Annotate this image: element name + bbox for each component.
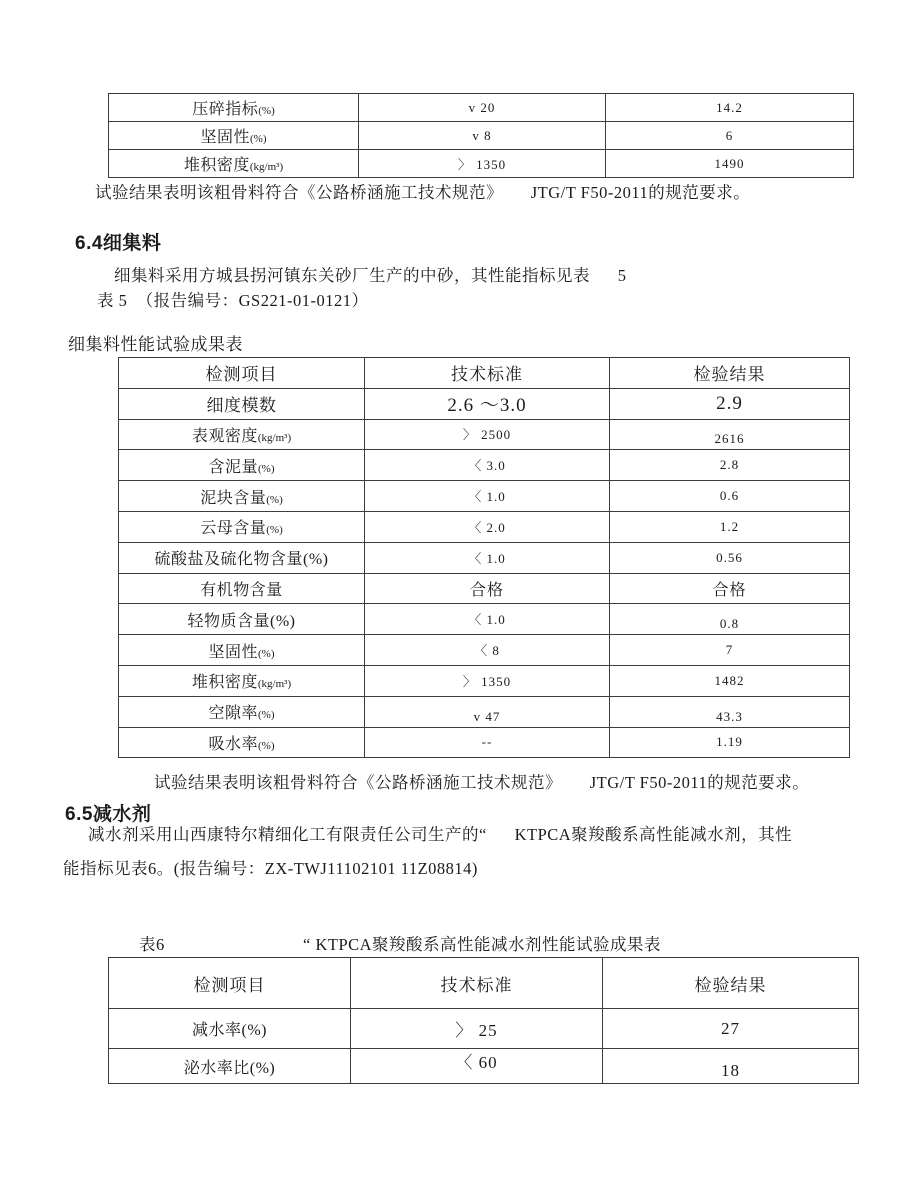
table-header-row xyxy=(119,358,850,389)
table-cell-result: 14.2 xyxy=(606,94,854,122)
table-header-item: 检测项目 xyxy=(109,958,351,1009)
table-cell-result: 0.6 xyxy=(610,481,850,512)
coarse-aggregate-table xyxy=(108,93,854,178)
table-cell-standard: 〈 1.0 xyxy=(365,604,610,635)
table-cell-standard: 〈 2.0 xyxy=(365,511,610,542)
table-cell-result: 合格 xyxy=(610,573,850,604)
table-cell-result: 0.8 xyxy=(610,604,850,635)
table-row xyxy=(119,665,850,696)
table-cell-standard: 〈 60 xyxy=(351,1049,603,1084)
table-row xyxy=(119,635,850,666)
table-row xyxy=(119,727,850,758)
table-cell-item: 含泥量(%) xyxy=(119,450,365,481)
table-header-result: 检验结果 xyxy=(603,958,859,1009)
section-heading-6-5: 6.5减水剂 xyxy=(65,804,152,825)
table-row xyxy=(119,542,850,573)
table-cell-item: 空隙率(%) xyxy=(119,696,365,727)
table-row xyxy=(119,481,850,512)
table-cell-result: 18 xyxy=(603,1049,859,1084)
table-cell-result: 2.9 xyxy=(610,388,850,419)
table-cell-item: 压碎指标(%) xyxy=(109,94,359,122)
table-cell-result: 1.19 xyxy=(610,727,850,758)
table-cell-result: 6 xyxy=(606,122,854,150)
table-cell-result: 7 xyxy=(610,635,850,666)
table-row xyxy=(109,94,854,122)
table-cell-item: 硫酸盐及硫化物含量(%) xyxy=(119,542,365,573)
table-cell-item: 堆积密度(kg/m³) xyxy=(119,665,365,696)
table-cell-item: 云母含量(%) xyxy=(119,511,365,542)
table-row xyxy=(119,511,850,542)
section-heading-6-4: 6.4细集料 xyxy=(75,233,162,254)
table-header-standard: 技术标准 xyxy=(365,358,610,389)
table6-caption-title: “ KTPCA聚羧酸系高性能减水剂性能试验成果表 xyxy=(303,935,662,954)
table-row xyxy=(109,1009,859,1049)
table-row xyxy=(109,150,854,178)
table-cell-item: 泌水率比(%) xyxy=(109,1049,351,1084)
table-cell-standard: 〉 25 xyxy=(351,1009,603,1049)
table-cell-item: 吸水率(%) xyxy=(119,727,365,758)
table5-report-number: 表 5 （报告编号：GS221-01-0121） xyxy=(97,291,369,310)
admixture-intro-line1: 减水剂采用山西康特尔精细化工有限责任公司生产的“ KTPCA聚羧酸系高性能减水剂，其性 xyxy=(88,825,793,844)
table-row xyxy=(109,1049,859,1084)
table-cell-standard: v 47 xyxy=(365,696,610,727)
table-header-result: 检验结果 xyxy=(610,358,850,389)
table-cell-standard: 〈 3.0 xyxy=(365,450,610,481)
table-cell-result: 1482 xyxy=(610,665,850,696)
table-cell-result: 2.8 xyxy=(610,450,850,481)
table-cell-item: 坚固性(%) xyxy=(119,635,365,666)
table-row xyxy=(119,450,850,481)
table-row xyxy=(119,573,850,604)
admixture-table xyxy=(108,957,859,1084)
table-cell-item: 细度模数 xyxy=(119,388,365,419)
table-cell-item: 堆积密度(kg/m³) xyxy=(109,150,359,178)
table-header-row xyxy=(109,958,859,1009)
coarse-conclusion-text: 试验结果表明该粗骨料符合《公路桥涵施工技术规范》 JTG/T F50-2011的规范要求。 xyxy=(95,183,751,202)
table-cell-standard: v 8 xyxy=(359,122,606,150)
table-cell-standard: 〉 2500 xyxy=(365,419,610,450)
table6-caption-label: 表6 xyxy=(139,935,165,954)
table-cell-result: 2616 xyxy=(610,419,850,450)
table-cell-item: 轻物质含量(%) xyxy=(119,604,365,635)
table-cell-result: 43.3 xyxy=(610,696,850,727)
table-cell-item: 表观密度(kg/m³) xyxy=(119,419,365,450)
table-header-standard: 技术标准 xyxy=(351,958,603,1009)
table-cell-result: 0.56 xyxy=(610,542,850,573)
table-cell-item: 泥块含量(%) xyxy=(119,481,365,512)
table-row xyxy=(119,604,850,635)
table-cell-item: 减水率(%) xyxy=(109,1009,351,1049)
table-cell-result: 1.2 xyxy=(610,511,850,542)
fine-table-title: 细集料性能试验成果表 xyxy=(68,335,243,354)
table-cell-standard: 〈 8 xyxy=(365,635,610,666)
table-cell-result: 27 xyxy=(603,1009,859,1049)
table-header-item: 检测项目 xyxy=(119,358,365,389)
table-row xyxy=(109,122,854,150)
fine-aggregate-table xyxy=(118,357,850,758)
table-row xyxy=(119,419,850,450)
fine-conclusion-text: 试验结果表明该粗骨料符合《公路桥涵施工技术规范》 JTG/T F50-2011的规范要求。 xyxy=(154,773,810,792)
table-row xyxy=(119,388,850,419)
table-cell-standard: 〉 1350 xyxy=(365,665,610,696)
table-cell-standard: 〈 1.0 xyxy=(365,542,610,573)
table-cell-standard: -- xyxy=(365,727,610,758)
table-cell-standard: 〈 1.0 xyxy=(365,481,610,512)
table-cell-result: 1490 xyxy=(606,150,854,178)
table-cell-item: 有机物含量 xyxy=(119,573,365,604)
fine-aggregate-intro: 细集料采用方城县拐河镇东关砂厂生产的中砂，其性能指标见表 5 xyxy=(114,266,627,285)
table-cell-standard: 合格 xyxy=(365,573,610,604)
table-row xyxy=(119,696,850,727)
table-cell-standard: 2.6 ～3.0 xyxy=(365,388,610,419)
table-cell-standard: v 20 xyxy=(359,94,606,122)
table-cell-standard: 〉 1350 xyxy=(359,150,606,178)
table-cell-item: 坚固性(%) xyxy=(109,122,359,150)
admixture-intro-line2: 能指标见表6。(报告编号：ZX-TWJ11102101 11Z08814) xyxy=(63,859,478,878)
